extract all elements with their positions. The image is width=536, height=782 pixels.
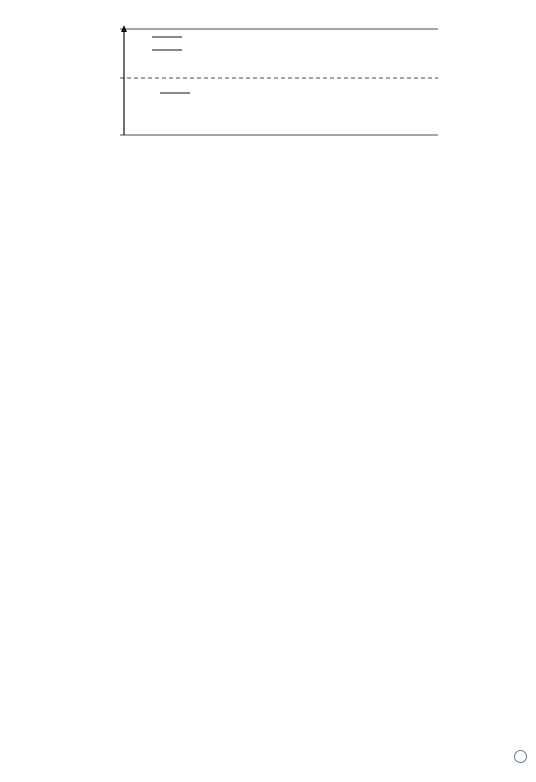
experiment-figure <box>6 3 530 149</box>
wechat-icon <box>514 750 527 763</box>
light-treatment-diagram <box>94 3 474 149</box>
document-page <box>6 0 530 153</box>
diagram-legend <box>152 37 190 93</box>
watermark <box>514 750 530 764</box>
time-axis <box>120 25 438 135</box>
